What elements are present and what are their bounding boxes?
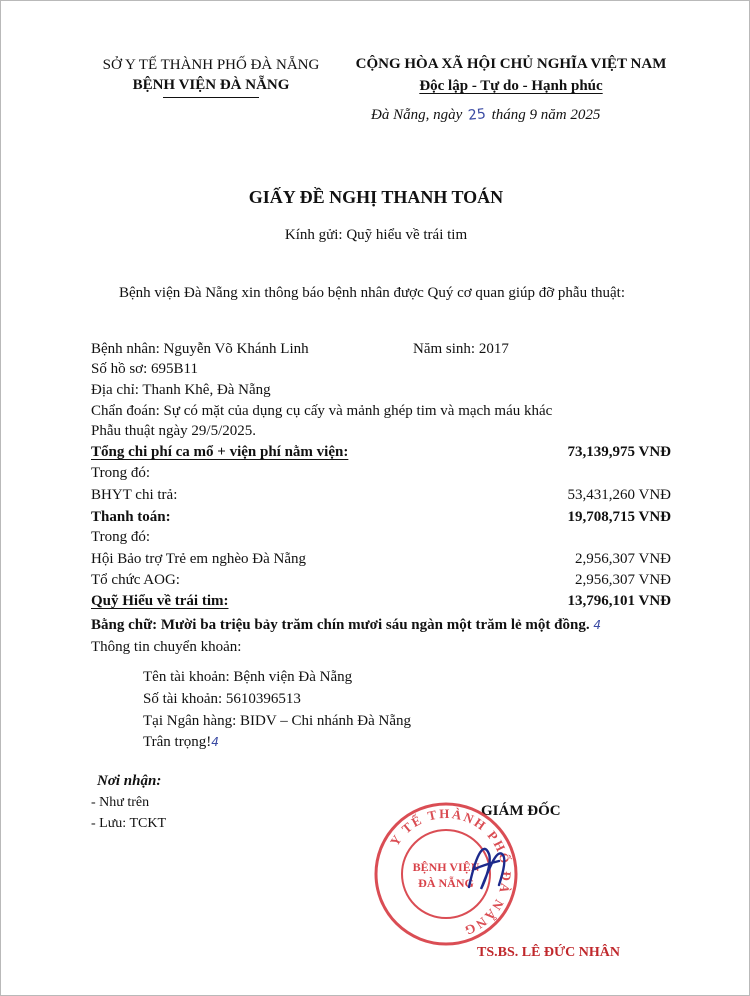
bhyt-value: 53,431,260 VNĐ [567, 487, 671, 503]
stamp-center-line-2: ĐÀ NẴNG [418, 876, 474, 890]
patient-record-no: Số hồ sơ: 695B11 [91, 361, 198, 377]
nation-line-2: Độc lập - Tự do - Hạnh phúc [419, 78, 603, 94]
of-which-label-1: Trong đó: [91, 465, 151, 481]
bhyt-label: BHYT chi trả: [91, 487, 178, 503]
hospital-stamp [371, 799, 521, 949]
amount-in-words [91, 617, 601, 634]
nation-line-1: CỘNG HÒA XÃ HỘI CHỦ NGHĨA VIỆT NAM [355, 56, 667, 72]
stamp-ring-text: Y TẾ THÀNH PHỐ ĐÀ NẴNG [386, 805, 515, 939]
recipient-line: Kính gửi: Quỹ hiểu về trái tim [284, 227, 468, 243]
signer-name: TS.BS. LÊ ĐỨC NHÂN [477, 945, 621, 960]
of-which-label-2: Trong đó: [91, 529, 151, 545]
poor-children-label: Hội Bảo trợ Trẻ em nghèo Đà Nẵng [91, 551, 306, 567]
bank-name: Tại Ngân hàng: BIDV – Chi nhánh Đà Nẵng [143, 713, 412, 729]
receiver-item-1: - Như trên [91, 795, 150, 810]
receivers-title: Nơi nhận: [97, 773, 162, 789]
stamp-inner-ring [402, 830, 490, 918]
director-title: GIÁM ĐỐC [481, 803, 561, 819]
stamp-center-line-1: BỆNH VIỆN [412, 860, 480, 874]
patient-birth-year: Năm sinh: 2017 [413, 341, 509, 357]
org-line-2: BỆNH VIỆN ĐÀ NẴNG [132, 77, 290, 93]
document-date [371, 107, 600, 124]
intro-paragraph: Bệnh viện Đà Nẵng xin thông báo bệnh nhân được Quý cơ quan giúp đỡ phẫu thuật: [119, 285, 625, 301]
amount-in-words-initial: 4 [593, 618, 602, 632]
aog-value: 2,956,307 VNĐ [575, 572, 671, 588]
patient-address: Địa chỉ: Thanh Khê, Đà Nẵng [91, 382, 271, 398]
poor-children-value: 2,956,307 VNĐ [575, 551, 671, 567]
patient-diagnosis: Chẩn đoán: Sự có mặt của dụng cụ cấy và mảnh ghép tim và mạch máu khác [91, 403, 553, 419]
total-cost-value: 73,139,975 VNĐ [567, 444, 671, 460]
payment-value: 19,708,715 VNĐ [567, 509, 671, 525]
total-cost-label: Tổng chi phí ca mổ + viện phí nằm viện: [91, 444, 349, 460]
org-line-1: SỞ Y TẾ THÀNH PHỐ ĐÀ NẴNG [102, 57, 320, 73]
stamp-outer-ring [376, 804, 516, 944]
patient-surgery-date: Phẫu thuật ngày 29/5/2025. [91, 423, 256, 439]
date-suffix: tháng 9 năm 2025 [491, 107, 601, 123]
bank-account-no: Số tài khoản: 5610396513 [143, 691, 301, 707]
closing-text: Trân trọng! [143, 734, 212, 750]
fund-value: 13,796,101 VNĐ [567, 593, 671, 609]
payment-label: Thanh toán: [91, 509, 171, 525]
receiver-item-2: - Lưu: TCKT [91, 816, 166, 831]
document-title: GIẤY ĐỀ NGHỊ THANH TOÁN [248, 187, 504, 207]
closing-line [143, 734, 219, 751]
bank-info-heading: Thông tin chuyển khoản: [91, 639, 242, 655]
amount-in-words-text: Bằng chữ: Mười ba triệu bảy trăm chín mươi sáu ngàn một trăm lẻ một đồng. [91, 617, 590, 633]
date-prefix: Đà Nẵng, ngày [371, 107, 463, 123]
bank-account-name: Tên tài khoản: Bệnh viện Đà Nẵng [143, 669, 353, 685]
patient-name: Bệnh nhân: Nguyễn Võ Khánh Linh [91, 341, 309, 357]
issuing-organization [91, 55, 331, 98]
closing-initial: 4 [211, 735, 219, 749]
national-motto [331, 53, 691, 97]
aog-label: Tổ chức AOG: [91, 572, 180, 588]
fund-label: Quỹ Hiểu về trái tim: [91, 593, 229, 609]
date-day-handwritten: 25 [467, 106, 487, 124]
org-underline [163, 97, 259, 98]
